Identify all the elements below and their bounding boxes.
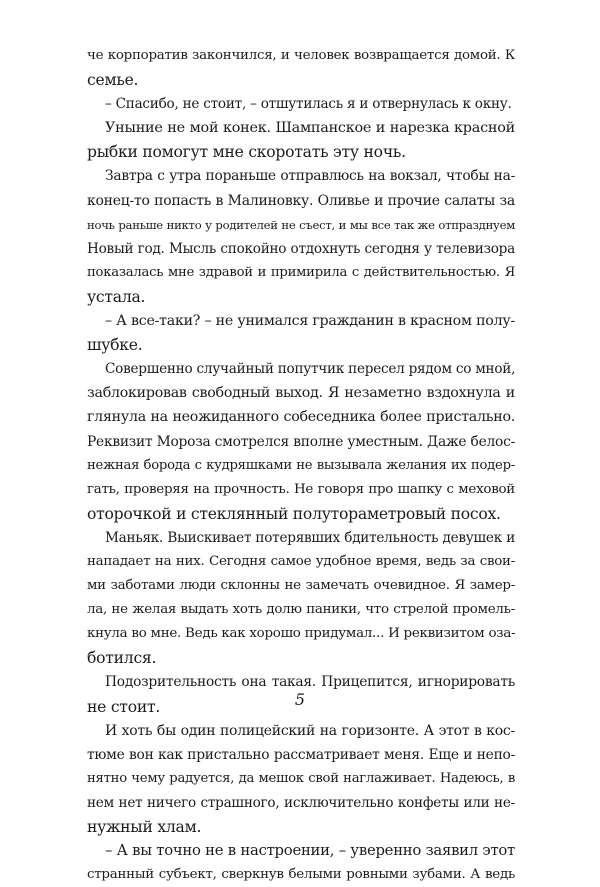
text-line: ла, не желая выдать хоть долю паники, что стрелой промель- [87, 602, 515, 618]
text-line: оторочкой и стеклянный полутораметровый посох. [87, 504, 501, 523]
text-line: кнула во мне. Ведь как хорошо придумал... И реквизитом оза- [87, 626, 516, 642]
text-line: не стоит. [87, 697, 161, 716]
text-line: нужный хлам. [87, 818, 202, 836]
text-line: показалась мне здравой и примирила с действительностью. Я [87, 264, 515, 280]
text-line: – А вы точно не в настроении, – уверенно заявил этот [105, 842, 515, 860]
text-line: нятно чему радуется, да мешок свой наглаживает. Надеюсь, в [87, 770, 515, 786]
body-text [87, 44, 515, 887]
page-number: 5 [294, 690, 306, 709]
text-line: нападает на них. Сегодня самое удобное время, ведь за свои- [87, 553, 515, 569]
text-line: Маньяк. Выискивает потерявших бдительность девушек и [105, 529, 515, 546]
text-line: шубке. [87, 336, 143, 355]
text-line: рыбки помогут мне скоротать эту ночь. [87, 143, 406, 162]
text-line: ми заботами люди склонны не замечать очевидное. Я замер- [87, 578, 515, 594]
text-line: устала. [87, 287, 146, 306]
text-line: глянула на неожиданного собеседника более пристально. [87, 409, 515, 426]
text-line: Реквизит Мороза смотрелся вполне уместным. Даже белос- [87, 433, 515, 450]
text-line: семье. [87, 71, 139, 90]
text-line: Подозрительность она такая. Прицепится, игнорировать [105, 674, 515, 691]
text-line: ночь раньше никто у родителей не съест, и мы все так же отпразднуем [87, 217, 515, 232]
text-line: нежная борода с кудряшками не вызывала желания их подер- [87, 457, 515, 473]
text-line: – А все-таки? – не унимался гражданин в красном полу- [105, 313, 515, 330]
text-line: странный субъект, сверкнув белыми ровными зубами. А ведь [87, 867, 515, 883]
text-line: гать, проверяя на прочность. Не говоря про шапку с меховой [87, 481, 515, 497]
text-line: Новый год. Мысль спокойно отдохнуть сегодня у телевизора [87, 240, 515, 257]
text-line: Завтра с утра пораньше отправлюсь на вокзал, чтобы на- [105, 168, 515, 185]
text-line: тюме вон как пристально рассматривает меня. Еще и непо- [87, 746, 515, 763]
text-line: – Спасибо, не стоит, – отшутилась я и отвернулась к окну. [105, 96, 512, 113]
text-line: И хоть бы один полицейский на горизонте. А этот в кос- [105, 722, 515, 739]
text-line: заблокировав свободный выход. Я незаметно вздохнула и [87, 385, 515, 402]
text-line: конец-то попасть в Малиновку. Оливье и прочие салаты за [87, 192, 515, 209]
text-line: Совершенно случайный попутчик пересел рядом со мной, [105, 361, 516, 378]
text-line: че корпоратив закончился, и человек возвращается домой. К [87, 48, 515, 63]
text-line: нем нет ничего страшного, исключительно конфеты или не- [87, 794, 515, 811]
text-line: ботился. [87, 649, 157, 668]
text-line: Уныние не мой конек. Шампанское и нарезка красной [105, 120, 515, 137]
